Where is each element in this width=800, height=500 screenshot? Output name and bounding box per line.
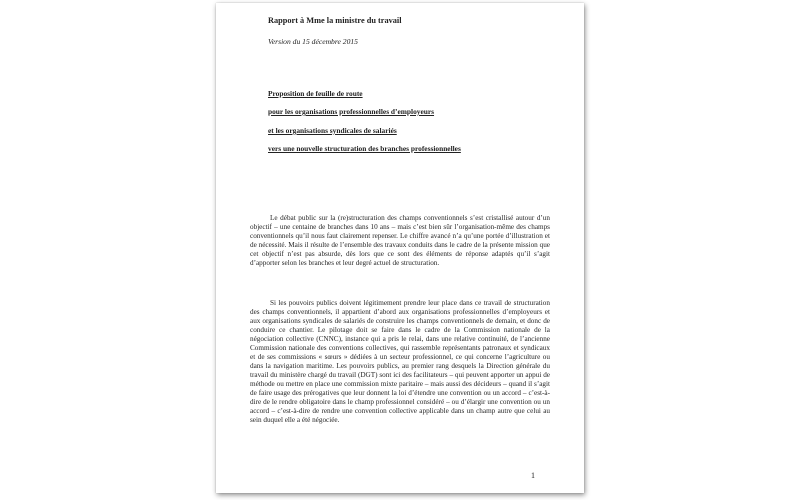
document-page (216, 3, 584, 493)
title-line-2: pour les organisations professionnelles d’employeurs (268, 107, 435, 116)
report-header-title: Rapport à Mme la ministre du travail (268, 16, 402, 25)
title-line-1: Proposition de feuille de route (268, 89, 363, 98)
body-paragraph-2: Si les pouvoirs publics doivent légitimement prendre leur place dans ce travail de structuration des champs conventionnels, il appartient d’abord aux organisations professionnelles d’employeurs et aux organisations syndicales de salariés de construire les champs conventionnels de demain, et donc de conduire ce chantier. Le pilotage doit se faire dans le cadre de la Commission nationale de la négociation collective (CNNC), instance qui a pris le relai, dans une relative continuité, de l’ancienne Commission nationale des conventions collectives, qui rassemble représentants patronaux et syndicaux et de ses commissions « sœurs » dédiées à un secteur professionnel, ce qui concerne l’agriculture ou dans la navigation maritime. Les pouvoirs publics, au premier rang desquels la Direction générale du travail du ministère chargé du travail (DGT) sont ici des facilitateurs – qui peuvent apporter un appui de méthode ou mettre en place une commission mixte paritaire – mais aussi des décideurs – quand il s’agit de faire usage des prérogatives que leur donnent la loi d’étendre une convention ou un accord – c’est-à-dire de le rendre obligatoire dans le champ professionnel considéré – ou d’élargir une convention ou un accord – c’est-à-dire de rendre une convention collective applicable dans un champ autre que celui au sein duquel elle a été négociée. (250, 299, 550, 424)
body-paragraph-1: Le débat public sur la (re)structuration des champs conventionnels s’est cristallisé autour d’un objectif – une centaine de branches dans 10 ans – mais c’est bien sûr l’organisation-même des champs conventionnels qu’il nous faut clairement repenser. Le chiffre avancé n’a qu’une portée d’illustration et de nécessité. Mais il résulte de l’ensemble des travaux conduits dans le cadre de la présente mission que cet objectif n’est pas absurde, dès lors que ce sont des éléments de réponse adaptés qu’il s’agit d’apporter selon les branches et leur degré actuel de structuration. (250, 214, 550, 267)
report-version-date: Version du 15 décembre 2015 (268, 37, 358, 46)
title-line-3: et les organisations syndicales de salariés (268, 126, 397, 135)
title-line-4: vers une nouvelle structuration des branches professionnelles (268, 144, 461, 153)
page-number: 1 (531, 471, 535, 480)
